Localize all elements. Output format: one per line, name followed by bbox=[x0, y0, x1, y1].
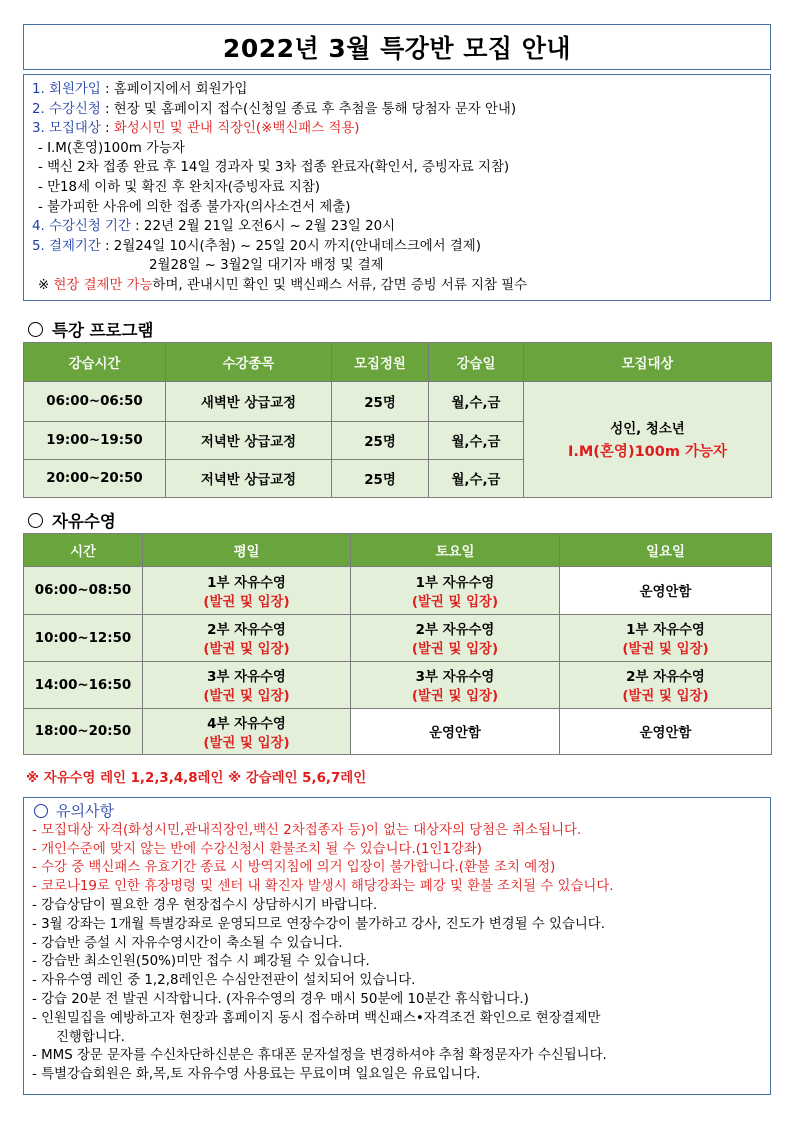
special-course: 새벽반 상급교정 bbox=[166, 382, 332, 422]
notice-line: - 강습상담이 필요한 경우 현장접수시 상담하시기 바랍니다. bbox=[32, 897, 378, 913]
special-header-capacity: 모집정원 bbox=[332, 343, 429, 382]
free-saturday: 운영안함 bbox=[351, 709, 560, 755]
free-weekday bbox=[143, 662, 351, 709]
session-label: 1부 자유수영 bbox=[207, 575, 286, 591]
session-note: (발권 및 입장) bbox=[622, 689, 709, 704]
notice-line-continued: 진행합니다. bbox=[56, 1029, 125, 1045]
session-label: 3부 자유수영 bbox=[415, 670, 495, 685]
session-note: (발권 및 입장) bbox=[411, 689, 499, 704]
special-course: 저녁반 상급교정 bbox=[166, 422, 332, 460]
notice-red-line: - 수강 중 백신패스 유효기간 종료 시 방역지침에 의거 입장이 불가합니다.(환불 조치 예정) bbox=[32, 860, 556, 876]
special-capacity: 25명 bbox=[332, 460, 429, 498]
info-line-1 bbox=[32, 80, 770, 100]
special-time: 20:00~20:50 bbox=[24, 460, 166, 498]
session-note: (발권 및 입장) bbox=[622, 642, 709, 657]
free-sunday bbox=[560, 662, 772, 709]
info-text-3: 화성시민 및 관내 직장인(※백신패스 적용) bbox=[113, 121, 360, 137]
info-text-5: : 2월24일 10시(추첨) ~ 25일 20시 까지(안내데스크에서 결제) bbox=[100, 238, 481, 254]
free-weekday bbox=[143, 567, 351, 615]
free-heading bbox=[28, 508, 116, 532]
lane-note: ※ 자유수영 레인 1,2,3,4,8레인 ※ 강습레인 5,6,7레인 bbox=[26, 771, 367, 786]
session-label: 3부 자유수영 bbox=[207, 670, 286, 685]
free-weekday bbox=[143, 615, 351, 662]
special-time: 19:00~19:50 bbox=[24, 422, 166, 460]
notice-heading bbox=[32, 802, 770, 821]
info-label-4: 4. 수강신청 기간 bbox=[32, 219, 131, 235]
info-sub-b: - 백신 2차 접종 완료 후 14일 경과자 및 3차 접종 완료자(확인서, 증빙자료 지참) bbox=[38, 160, 510, 176]
special-header-course: 수강종목 bbox=[166, 343, 332, 382]
notice-red-line: - 코로나19로 인한 휴장명령 및 센터 내 확진자 발생시 해당강좌는 폐강 및 환불 조치될 수 있습니다. bbox=[32, 879, 614, 895]
info-line-5b: 2월28일 ~ 3월2일 대기자 배정 및 결제 bbox=[149, 258, 384, 274]
free-header-time: 시간 bbox=[24, 534, 143, 567]
info-line-2 bbox=[32, 100, 770, 120]
free-header-weekday: 평일 bbox=[143, 534, 351, 567]
table-row bbox=[24, 662, 772, 709]
info-line-4 bbox=[32, 217, 770, 237]
special-target-line1: 성인, 청소년 bbox=[610, 422, 685, 437]
special-days: 월,수,금 bbox=[429, 460, 524, 498]
free-time: 10:00~12:50 bbox=[24, 615, 143, 662]
free-time: 06:00~08:50 bbox=[24, 567, 143, 615]
session-note: (발권 및 입장) bbox=[203, 689, 290, 704]
table-row bbox=[24, 567, 772, 615]
free-saturday bbox=[351, 567, 560, 615]
info-sep-3: : bbox=[100, 121, 114, 137]
session-note: (발권 및 입장) bbox=[411, 642, 499, 657]
circle-icon bbox=[28, 322, 43, 337]
session-label: 4부 자유수영 bbox=[207, 716, 286, 732]
free-time: 18:00~20:50 bbox=[24, 709, 143, 755]
special-capacity: 25명 bbox=[332, 382, 429, 422]
special-header-days: 강습일 bbox=[429, 343, 524, 382]
special-target bbox=[524, 382, 772, 498]
special-time: 06:00~06:50 bbox=[24, 382, 166, 422]
notice-line: - MMS 장문 문자를 수신차단하신분은 휴대폰 문자설정을 변경하셔야 추첨 확정문자가 수신됩니다. bbox=[32, 1048, 607, 1064]
info-text-6: 하며, 관내시민 확인 및 백신패스 서류, 감면 증빙 서류 지참 필수 bbox=[152, 277, 528, 293]
info-label-3: 3. 모집대상 bbox=[32, 121, 101, 137]
table-row bbox=[24, 615, 772, 662]
free-sunday bbox=[560, 615, 772, 662]
session-note: (발권 및 입장) bbox=[203, 735, 290, 751]
notice-box bbox=[23, 797, 771, 1095]
info-sub-d: - 불가피한 사유에 의한 접종 불가자(의사소견서 제출) bbox=[38, 199, 351, 215]
info-line-5 bbox=[32, 237, 770, 257]
notice-line: - 자유수영 레인 중 1,2,8레인은 수심안전판이 설치되어 있습니다. bbox=[32, 973, 416, 989]
notice-line: - 3월 강좌는 1개월 특별강좌로 운영되므로 연장수강이 불가하고 강사, 진도가 변경될 수 있습니다. bbox=[32, 916, 606, 932]
notice-red-line: - 모집대상 자격(화성시민,관내직장인,백신 2차접종자 등)이 없는 대상자의 당첨은 취소됩니다. bbox=[32, 822, 582, 838]
info-label-1: 1. 회원가입 bbox=[32, 82, 101, 97]
page-title: 2022년 3월 특강반 모집 안내 bbox=[222, 34, 572, 63]
info-text-2: : 현장 및 홈페이지 접수(신청일 종료 후 추첨을 통해 당첨자 문자 안내) bbox=[100, 101, 517, 117]
free-header-row bbox=[24, 534, 772, 567]
special-header-row bbox=[24, 343, 772, 382]
notice-line: - 강습 20분 전 발권 시작합니다. (자유수영의 경우 매시 50분에 10분간 휴식합니다.) bbox=[32, 991, 529, 1007]
session-note: (발권 및 입장) bbox=[411, 594, 499, 610]
session-label: 2부 자유수영 bbox=[415, 623, 495, 638]
notice-red-line: - 개인수준에 맞지 않는 반에 수강신청시 환불조치 될 수 있습니다.(1인1강좌) bbox=[32, 841, 483, 857]
session-note: (발권 및 입장) bbox=[203, 594, 290, 610]
info-label-2: 2. 수강신청 bbox=[32, 101, 101, 117]
notice-line: - 인원밀집을 예방하고자 현장과 홈페이지 동시 접수하며 백신패스•자격조건 확인으로 현장결제만 bbox=[32, 1010, 601, 1026]
free-header-sunday: 일요일 bbox=[560, 534, 772, 567]
special-header-time: 강습시간 bbox=[24, 343, 166, 382]
special-course: 저녁반 상급교정 bbox=[166, 460, 332, 498]
special-header-target: 모집대상 bbox=[524, 343, 772, 382]
free-header-saturday: 토요일 bbox=[351, 534, 560, 567]
free-sunday: 운영안함 bbox=[560, 709, 772, 755]
session-label: 2부 자유수영 bbox=[207, 623, 286, 638]
free-time: 14:00~16:50 bbox=[24, 662, 143, 709]
notice-line: - 강습반 최소인원(50%)미만 접수 시 폐강될 수 있습니다. bbox=[32, 954, 370, 970]
info-line-6 bbox=[32, 276, 770, 296]
session-note: (발권 및 입장) bbox=[203, 642, 290, 657]
info-red-6: 현장 결제만 가능 bbox=[53, 277, 153, 293]
special-heading bbox=[28, 317, 153, 341]
circle-icon bbox=[34, 804, 48, 818]
free-table bbox=[23, 533, 772, 755]
table-row bbox=[24, 382, 772, 422]
free-saturday bbox=[351, 662, 560, 709]
info-label-5: 5. 결제기간 bbox=[32, 238, 101, 254]
session-label: 1부 자유수영 bbox=[626, 623, 705, 638]
special-target-line2: I.M(혼영)100m 가능자 bbox=[567, 444, 728, 460]
free-sunday: 운영안함 bbox=[560, 567, 772, 615]
info-text-1: : 홈페이지에서 회원가입 bbox=[100, 82, 248, 97]
info-prefix-6: ※ bbox=[38, 277, 54, 293]
notice-line: - 강습반 증설 시 자유수영시간이 축소될 수 있습니다. bbox=[32, 935, 343, 951]
info-sub-a: - I.M(혼영)100m 가능자 bbox=[38, 140, 185, 156]
session-label: 2부 자유수영 bbox=[626, 670, 705, 685]
notice-line: - 특별강습회원은 화,목,토 자유수영 사용료는 무료이며 일요일은 유료입니다. bbox=[32, 1067, 481, 1083]
info-box bbox=[23, 74, 771, 301]
session-label: 1부 자유수영 bbox=[415, 575, 495, 591]
special-days: 월,수,금 bbox=[429, 422, 524, 460]
free-weekday bbox=[143, 709, 351, 755]
notice-heading-text: 유의사항 bbox=[56, 802, 114, 820]
special-days: 월,수,금 bbox=[429, 382, 524, 422]
info-text-4: : 22년 2월 21일 오전6시 ~ 2월 23일 20시 bbox=[130, 219, 396, 235]
free-heading-text: 자유수영 bbox=[52, 512, 116, 531]
info-line-3 bbox=[32, 119, 770, 139]
table-row bbox=[24, 709, 772, 755]
title-box bbox=[23, 24, 771, 70]
info-sub-c: - 만18세 이하 및 확진 후 완치자(증빙자료 지참) bbox=[38, 179, 321, 195]
circle-icon bbox=[28, 513, 43, 528]
free-saturday bbox=[351, 615, 560, 662]
special-table bbox=[23, 342, 772, 498]
special-heading-text: 특강 프로그램 bbox=[52, 321, 154, 340]
special-capacity: 25명 bbox=[332, 422, 429, 460]
